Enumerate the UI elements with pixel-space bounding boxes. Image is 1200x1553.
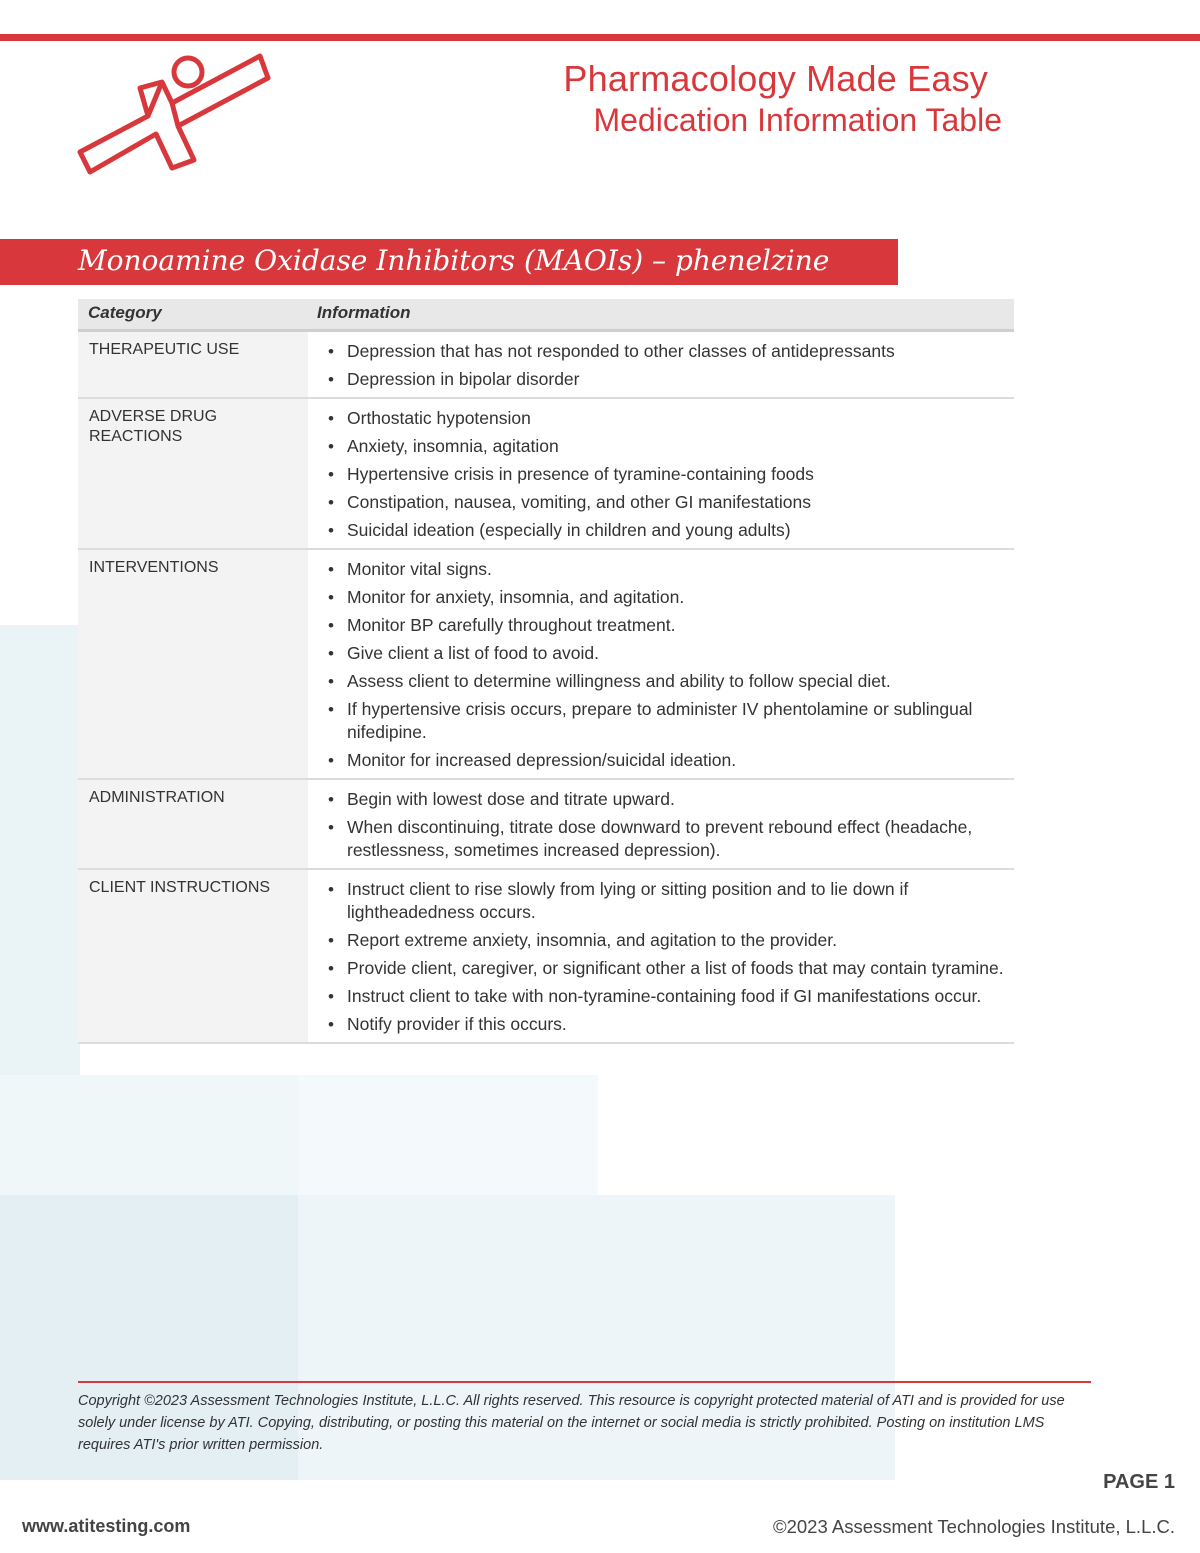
list-item: • Assess client to determine willingness and ability to follow special diet. bbox=[326, 670, 1007, 693]
table-row-therapeutic-use bbox=[78, 332, 1014, 399]
category-cell bbox=[78, 332, 308, 397]
table-row-client-instructions bbox=[78, 870, 1014, 1044]
medication-table bbox=[78, 299, 1014, 1044]
page-subtitle: Medication Information Table bbox=[593, 102, 1002, 138]
list-item: • Give client a list of food to avoid. bbox=[326, 642, 1007, 665]
information-cell bbox=[326, 870, 1014, 1042]
page-number: PAGE 1 bbox=[1103, 1471, 1175, 1493]
list-item: • Orthostatic hypotension bbox=[326, 407, 1007, 430]
list-item: • Instruct client to rise slowly from lying or sitting position and to lie down if lightheadedness occurs. bbox=[326, 878, 1007, 924]
list-item: • Monitor for increased depression/suicidal ideation. bbox=[326, 749, 1007, 772]
list-item: • Hypertensive crisis in presence of tyramine-containing foods bbox=[326, 463, 1007, 486]
website-link[interactable]: www.atitesting.com bbox=[22, 1516, 191, 1536]
list-item: • Provide client, caregiver, or significant other a list of foods that may contain tyramine. bbox=[326, 957, 1007, 980]
category-cell bbox=[78, 780, 308, 868]
information-cell bbox=[326, 780, 1014, 868]
column-header-category: Category bbox=[88, 303, 162, 322]
copyright-notice: Copyright ©2023 Assessment Technologies Institute, L.L.C. All rights reserved. This resource is copyright protected material of ATI and is provided for use solely under license by ATI. Copying, distributing, or posting this material on the internet or social media is strictly prohibited. Posting on institution LMS requires ATI's prior written permission. bbox=[78, 1393, 1065, 1453]
drug-class-banner bbox=[0, 239, 898, 285]
list-item: • Instruct client to take with non-tyramine-containing food if GI manifestations occur. bbox=[326, 985, 1007, 1008]
list-item: • When discontinuing, titrate dose downward to prevent rebound effect (headache, restlessness, sometimes increased depression). bbox=[326, 816, 1007, 862]
top-accent-rule bbox=[0, 34, 1200, 41]
list-item: • Depression in bipolar disorder bbox=[326, 368, 1007, 391]
category-label: THERAPEUTIC USE bbox=[89, 341, 240, 358]
list-item: • Monitor BP carefully throughout treatment. bbox=[326, 614, 1007, 637]
table-row-administration bbox=[78, 780, 1014, 870]
category-cell bbox=[78, 870, 308, 1042]
information-cell bbox=[326, 399, 1014, 548]
category-cell bbox=[78, 550, 308, 778]
list-item: • Notify provider if this occurs. bbox=[326, 1013, 1007, 1036]
background-block bbox=[298, 1075, 598, 1195]
category-label: ADVERSE DRUG REACTIONS bbox=[89, 408, 218, 445]
information-cell bbox=[326, 550, 1014, 778]
drug-class-title: Monoamine Oxidase Inhibitors (MAOIs) – phenelzine bbox=[78, 244, 830, 277]
list-item: • Suicidal ideation (especially in children and young adults) bbox=[326, 519, 1007, 542]
list-item: • Report extreme anxiety, insomnia, and agitation to the provider. bbox=[326, 929, 1007, 952]
organization-copyright: ©2023 Assessment Technologies Institute, L.L.C. bbox=[772, 1516, 1175, 1537]
ati-logo-icon bbox=[70, 48, 275, 188]
page-title: Pharmacology Made Easy bbox=[563, 58, 988, 99]
list-item: • Anxiety, insomnia, agitation bbox=[326, 435, 1007, 458]
list-item: • If hypertensive crisis occurs, prepare to administer IV phentolamine or sublingual nifedipine. bbox=[326, 698, 1007, 744]
list-item: • Monitor for anxiety, insomnia, and agitation. bbox=[326, 586, 1007, 609]
information-cell bbox=[326, 332, 1014, 397]
background-block bbox=[0, 1075, 298, 1195]
background-block bbox=[0, 625, 80, 1075]
list-item: • Depression that has not responded to other classes of antidepressants bbox=[326, 340, 1007, 363]
column-header-information: Information bbox=[317, 303, 411, 322]
category-label: ADMINISTRATION bbox=[89, 789, 225, 806]
category-label: CLIENT INSTRUCTIONS bbox=[89, 879, 271, 896]
list-item: • Monitor vital signs. bbox=[326, 558, 1007, 581]
list-item: • Constipation, nausea, vomiting, and other GI manifestations bbox=[326, 491, 1007, 514]
category-cell bbox=[78, 399, 308, 548]
table-header bbox=[78, 299, 1014, 332]
table-row-interventions bbox=[78, 550, 1014, 780]
table-row-adverse-drug-reactions bbox=[78, 399, 1014, 550]
category-label: INTERVENTIONS bbox=[89, 559, 219, 576]
footer-accent-rule bbox=[78, 1381, 1091, 1383]
list-item: • Begin with lowest dose and titrate upward. bbox=[326, 788, 1007, 811]
